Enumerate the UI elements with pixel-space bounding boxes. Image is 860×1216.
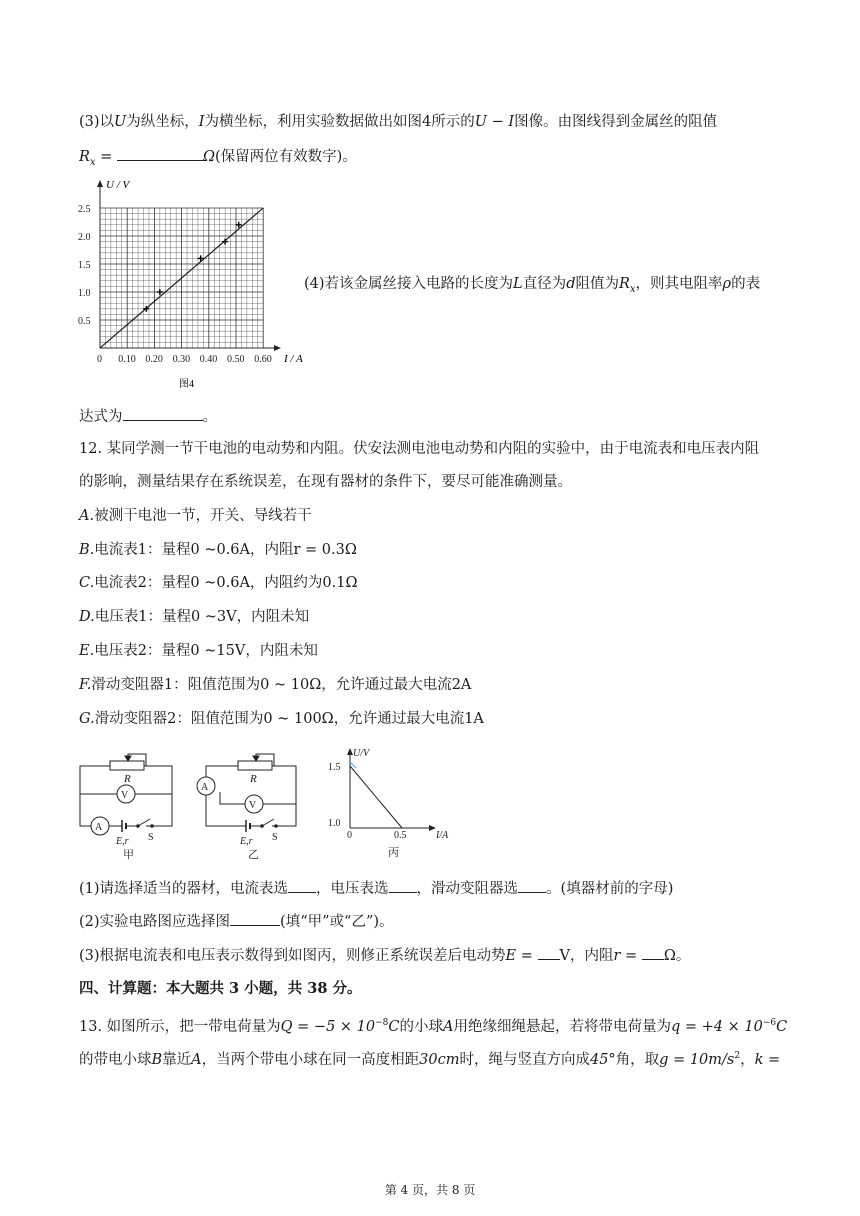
- q12-sub1: [79, 878, 673, 899]
- text: =: [620, 948, 638, 964]
- q12-line2: 的影响，测量结果存在系统误差，在现有器材的条件下，要尽可能准确测量。: [79, 474, 572, 490]
- tick-label-x: 0.10: [118, 354, 136, 365]
- option-letter: A.: [79, 508, 95, 524]
- tick-x-0-5: 0.5: [394, 830, 407, 841]
- text: (填“甲”或“乙”)。: [280, 914, 394, 930]
- x-axis-arrow: [429, 825, 436, 831]
- math-C: C: [776, 1018, 788, 1035]
- option-text: 滑动变阻器1：阻值范围为0 ~ 10Ω，允许通过最大电流2A: [91, 677, 472, 693]
- tick-y-1-5: 1.5: [328, 762, 341, 773]
- option-c: [79, 573, 358, 593]
- text: 阻值为: [575, 276, 619, 292]
- answer-blank-emf[interactable]: [538, 945, 560, 960]
- option-letter: D.: [79, 609, 95, 625]
- circuit-jia: [76, 752, 178, 864]
- slider-arrow: [125, 756, 131, 761]
- option-letter: C.: [79, 575, 95, 591]
- math-u: U: [114, 114, 127, 130]
- math-rho: ρ: [722, 276, 732, 292]
- x-axis-arrow: [274, 345, 281, 351]
- label-R: R: [124, 773, 131, 785]
- text: ，: [740, 1051, 755, 1068]
- tick-label-x: 0.60: [254, 354, 272, 365]
- page-footer: 第 4 页，共 8 页: [384, 1183, 476, 1197]
- text: 直径为: [522, 276, 567, 292]
- text: 的小球: [399, 1018, 444, 1035]
- tick-label-y: 1.0: [78, 288, 91, 299]
- q12-line1: 12. 某同学测一节干电池的电动势和内阻。伏安法测电池电动势和内阻的实验中，由于电流表和电压表内阻: [79, 441, 760, 457]
- q3-line1: [79, 112, 717, 132]
- figure-4-graph: [76, 172, 306, 394]
- text: (1)请选择适当的器材，电流表选: [79, 881, 289, 897]
- text: ，滑动变阻器选: [416, 881, 519, 897]
- q13-line1: [79, 1013, 787, 1037]
- text: 图像。由图线得到金属丝的阻值: [514, 114, 718, 130]
- label-V: V: [249, 800, 257, 811]
- math-q: q = +4 × 10: [671, 1018, 763, 1035]
- label-S: S: [272, 832, 278, 843]
- text: (2)实验电路图应选择图: [79, 914, 231, 930]
- text: 的带电小球: [79, 1051, 152, 1068]
- text: 。(填器材前的字母): [546, 881, 674, 897]
- caption-bing: 丙: [388, 847, 399, 859]
- option-letter: B.: [79, 542, 95, 558]
- q4-line1: [304, 274, 760, 300]
- option-letter: E.: [79, 643, 95, 659]
- answer-blank-rheostat[interactable]: [518, 878, 546, 893]
- text: (4)若该金属丝接入电路的长度为: [304, 276, 514, 292]
- ui-line: [350, 766, 402, 828]
- math-A: A: [191, 1051, 202, 1068]
- caption-jia: 甲: [123, 849, 134, 861]
- text: 靠近: [162, 1051, 192, 1068]
- math-omega: Ω: [202, 149, 215, 165]
- answer-blank-circuit[interactable]: [230, 911, 280, 926]
- q12-sub3: [79, 945, 690, 966]
- tick-label-x: 0.30: [172, 354, 191, 365]
- data-point: [157, 289, 163, 295]
- option-text: 滑动变阻器2：阻值范围为0 ~ 100Ω，允许通过最大电流1A: [94, 711, 484, 727]
- fig4-xlabel: I / A: [284, 353, 303, 365]
- math-rx: R: [618, 276, 630, 292]
- section-heading: 四、计算题：本大题共 3 小题，共 38 分。: [79, 980, 362, 997]
- tick-label-x: 0.40: [199, 354, 218, 365]
- answer-blank-rx[interactable]: [117, 146, 203, 161]
- text: ，则其电阻率: [635, 276, 723, 292]
- q12-sub2: [79, 911, 394, 932]
- label-S: S: [148, 832, 154, 843]
- text: V，内阻: [559, 948, 614, 964]
- option-e: [79, 641, 318, 661]
- math-A: A: [443, 1018, 454, 1035]
- label-V: V: [121, 790, 129, 801]
- text: (3)以: [79, 114, 115, 130]
- tick-label-x: 0.50: [227, 354, 245, 365]
- tick-label-x: 0: [97, 354, 102, 365]
- text: ，电压表选: [316, 881, 389, 897]
- math-angle: 45°: [589, 1051, 616, 1068]
- circuit-yi: [196, 752, 302, 864]
- math-i: I: [198, 114, 205, 130]
- q13-line2: [79, 1046, 780, 1070]
- math-B: B: [151, 1051, 163, 1068]
- text: 的表: [731, 276, 761, 292]
- text: 时，绳与竖直方向成: [459, 1051, 590, 1068]
- option-letter: G.: [79, 711, 95, 727]
- math-rx: R: [79, 149, 90, 165]
- option-d: [79, 607, 309, 627]
- tick-label-y: 2.0: [78, 232, 91, 243]
- label-A: A: [201, 782, 209, 793]
- text: 为横坐标，利用实验数据做出如图4所示的: [204, 114, 475, 130]
- answer-blank-ammeter[interactable]: [288, 878, 316, 893]
- math-q-exp: −6: [762, 1018, 777, 1028]
- math-C: C: [388, 1018, 400, 1035]
- option-text: 被测干电池一节，开关、导线若干: [94, 508, 312, 524]
- text: 达式为: [79, 409, 123, 425]
- label-Er: E,r: [240, 836, 253, 847]
- option-text: 电流表1：量程0 ~0.6A，内阻r = 0.3Ω: [94, 542, 357, 558]
- rheostat: [110, 761, 144, 770]
- graph-ylabel: U/V: [353, 748, 370, 759]
- text: =: [516, 948, 533, 964]
- fig4-caption: 图4: [179, 379, 194, 390]
- text: (3)根据电流表和电压表示数得到如图丙，则修正系统误差后电动势: [79, 948, 506, 964]
- text: 为纵坐标，: [126, 114, 199, 130]
- option-a: [79, 506, 312, 526]
- option-f: [79, 675, 471, 695]
- text: 用绝缘细绳悬起，若将带电荷量为: [453, 1018, 671, 1035]
- tick-x-0: 0: [347, 830, 352, 841]
- option-b: [79, 540, 357, 560]
- rheostat: [238, 761, 272, 770]
- text: (保留两位有效数字)。: [214, 149, 357, 165]
- q4-line2: [79, 406, 217, 427]
- text: ，当两个带电小球在同一高度相距: [201, 1051, 420, 1068]
- math-L: L: [513, 276, 523, 292]
- tick-label-y: 1.5: [78, 260, 91, 271]
- text: =: [95, 149, 113, 165]
- math-g: g = 10m/s: [659, 1051, 735, 1068]
- answer-blank-rho[interactable]: [123, 406, 203, 421]
- math-rx-sub: x: [629, 283, 636, 295]
- label-R: R: [250, 773, 257, 785]
- answer-blank-voltmeter[interactable]: [389, 878, 417, 893]
- math-r: r: [613, 948, 621, 964]
- graph-xlabel: I/A: [436, 830, 449, 841]
- math-ui: U − I: [474, 114, 515, 130]
- slider-arrow: [253, 756, 259, 761]
- option-text: 电流表2：量程0 ~0.6A，内阻约为0.1Ω: [94, 575, 358, 591]
- math-rx-sub: x: [89, 156, 96, 168]
- text: 13. 如图所示，把一带电荷量为: [79, 1018, 281, 1035]
- fig4-ylabel: U / V: [106, 179, 130, 191]
- text: Ω。: [663, 948, 691, 964]
- math-g-exp: 2: [734, 1051, 741, 1061]
- math-dist: 30cm: [419, 1051, 460, 1068]
- tick-label-y: 2.5: [78, 204, 91, 215]
- label-Er: E,r: [116, 836, 129, 847]
- math-d: d: [566, 276, 576, 292]
- option-letter: F.: [79, 677, 92, 693]
- tick-y-1-0: 1.0: [328, 818, 341, 829]
- math-Q-exp: −8: [375, 1018, 389, 1028]
- math-E: E: [505, 948, 517, 964]
- option-g: [79, 709, 484, 729]
- answer-blank-r[interactable]: [642, 945, 664, 960]
- option-text: 电压表1：量程0 ~3V，内阻未知: [94, 609, 310, 625]
- caption-yi: 乙: [248, 849, 259, 861]
- tick-label-x: 0.20: [145, 354, 163, 365]
- tick-label-y: 0.5: [78, 316, 91, 327]
- option-text: 电压表2：量程0 ~15V，内阻未知: [94, 643, 318, 659]
- graph-bing: [328, 742, 464, 864]
- text: 角，取: [615, 1051, 660, 1068]
- math-k: k =: [754, 1051, 781, 1068]
- text: 。: [202, 409, 217, 425]
- y-axis-arrow: [97, 180, 103, 187]
- q3-line2: [79, 146, 357, 173]
- math-Q: Q = −5 × 10: [280, 1018, 376, 1035]
- label-A: A: [95, 822, 103, 833]
